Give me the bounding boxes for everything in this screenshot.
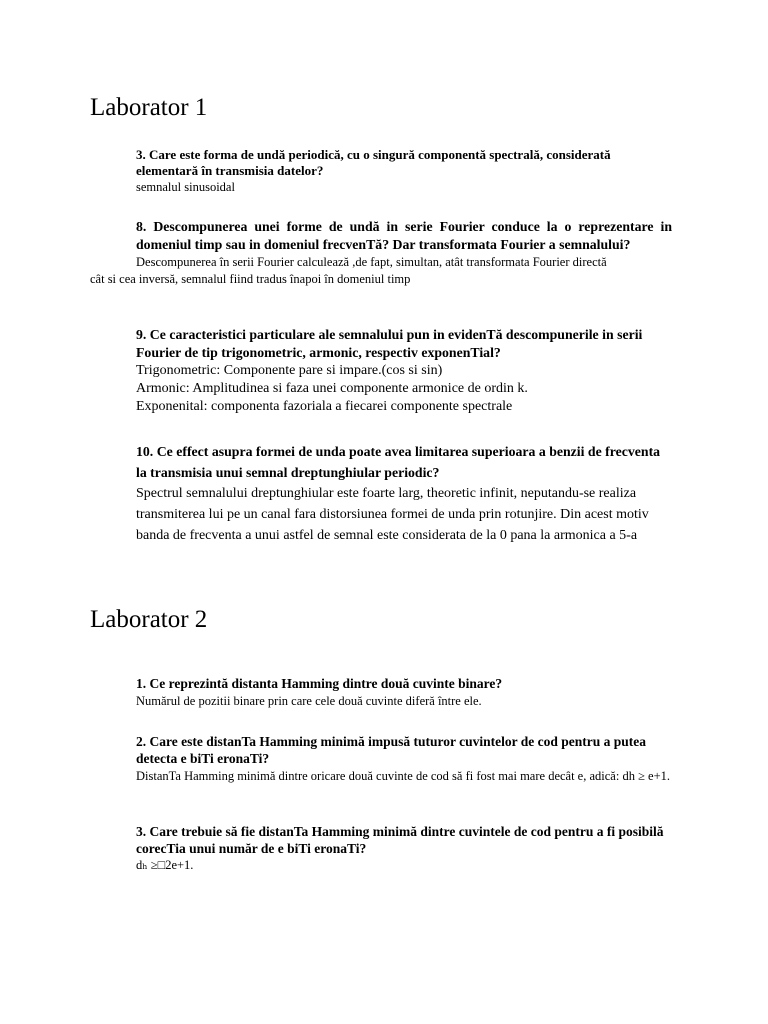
lab1-q10-answer: Spectrul semnalului dreptunghiular este foarte larg, theoretic infinit, neputandu-se realiza transmiterea lui pe un canal fara distorsiunea formei de unda prin rotunjire. Din acest motiv banda de frecventa a unui astfel de semnal este considerata de la 0 pana la armonica a 5-a xyxy=(136,486,649,543)
lab1-q9-block xyxy=(136,326,672,416)
lab1-q3-block xyxy=(136,147,672,195)
lab1-q10-block xyxy=(136,441,672,546)
lab1-q10-question: 10. Ce effect asupra formei de unda poate avea limitarea superioara a benzii de frecventa la transmisia unui semnal dreptunghiular periodic? xyxy=(136,444,661,480)
lab2-q3-question: 3. Care trebuie să fie distanTa Hamming minimă dintre cuvintele de cod pentru a fi posibilă corecTia unui număr de e biTi eronaTi? xyxy=(136,824,664,856)
lab2-q2-question: 2. Care este distanTa Hamming minimă impusă tuturor cuvintelor de cod pentru a putea detecta e biTi eronaTi? xyxy=(136,734,647,766)
lab1-q9-answer-exponential: Exponenital: componenta fazoriala a fiecarei componente spectrale xyxy=(136,399,513,414)
lab1-q8-answer xyxy=(90,254,672,288)
lab2-q3-answer: dₕ ≥□2e+1. xyxy=(136,858,194,872)
lab1-q9-answer-armonic: Armonic: Amplitudinea si faza unei componente armonice de ordin k. xyxy=(136,381,528,396)
lab1-q8-question: 8. Descompunerea unei forme de undă in serie Fourier conduce la o reprezentare in domeniul timp sau in domeniul frecvenTă? Dar transformata Fourier a semnalului? xyxy=(136,219,672,252)
lab2-q2-block xyxy=(136,733,672,785)
lab2-q3-block xyxy=(136,823,672,873)
lab2-q1-block xyxy=(136,675,672,709)
lab1-q3-answer: semnalul sinusoidal xyxy=(136,180,235,194)
lab2-q2-answer: DistanTa Hamming minimă dintre oricare două cuvinte de cod să fi fost mai mare decât e, adică: dh ≥ e+1. xyxy=(136,769,671,783)
lab1-title: Laborator 1 xyxy=(90,94,208,121)
lab1-q8-answer-line2: cât si cea inversă, semnalul fiind tradus înapoi în domeniul timp xyxy=(90,272,411,286)
lab1-q3-question: 3. Care este forma de undă periodică, cu o singură componentă spectrală, considerată elementară în transmisia datelor? xyxy=(136,147,611,178)
lab1-q9-question: 9. Ce caracteristici particulare ale semnalului pun in evidenTă descompunerile in serii Fourier de tip trigonometric, armonic, respectiv exponenTial? xyxy=(136,327,643,360)
lab1-q8-block xyxy=(90,218,672,288)
lab1-q9-answer-trigonometric: Trigonometric: Componente pare si impare.(cos si sin) xyxy=(136,363,443,378)
lab2-title: Laborator 2 xyxy=(90,606,208,633)
lab1-q8-answer-line1: Descompunerea în serii Fourier calculează ,de fapt, simultan, atât transformata Fourier directă xyxy=(136,255,607,269)
lab2-q1-answer: Numărul de pozitii binare prin care cele două cuvinte diferă între ele. xyxy=(136,694,482,708)
lab1-q9-answer xyxy=(136,362,672,416)
lab2-q1-question: 1. Ce reprezintă distanta Hamming dintre două cuvinte binare? xyxy=(136,676,503,691)
